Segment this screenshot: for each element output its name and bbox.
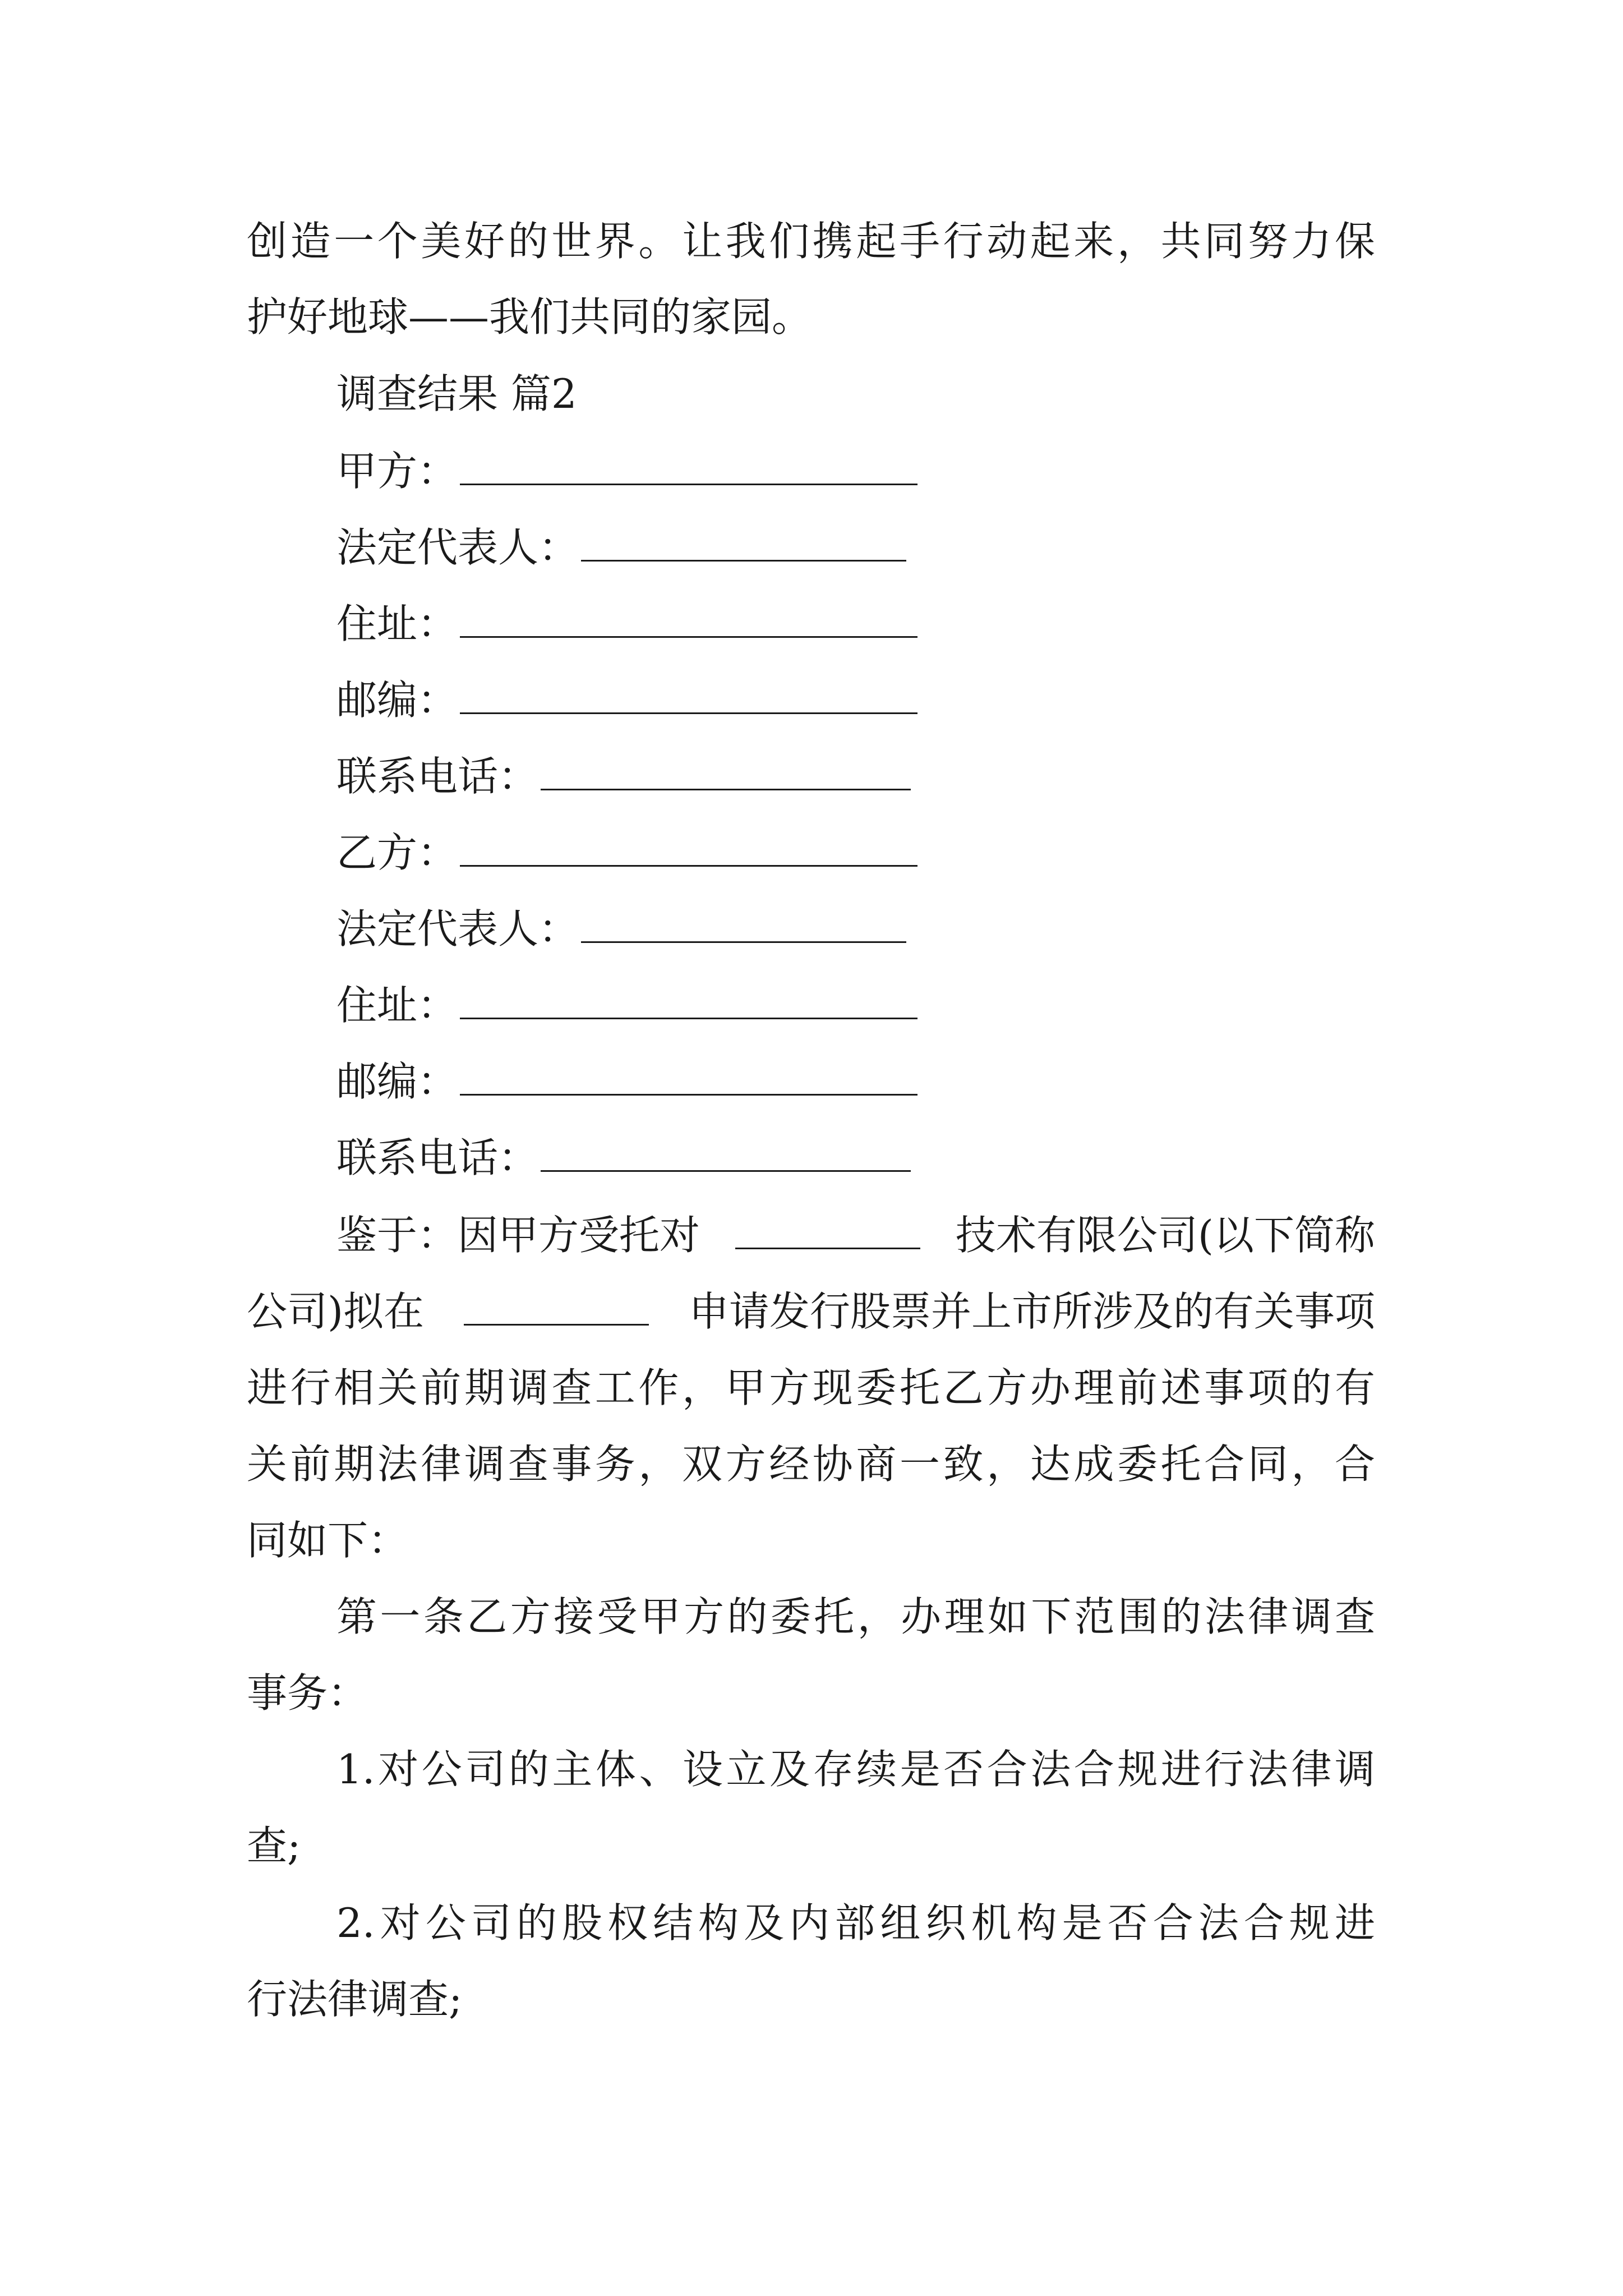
intro-line-2: 护好地球——我们共同的家园。 [247,293,813,341]
recital-l1-b: 技术有限公司(以下简称 [955,1212,1375,1259]
item-1-line-2: 查; [247,1822,301,1869]
item-2-line-2: 行法律调查; [247,1976,463,2023]
party-a-address-label: 住址： [336,600,458,647]
party-b-name-field [336,825,920,881]
item-1-line-1: 1.对公司的主体、设立及存续是否合法合规进行法律调 [336,1746,1375,1793]
party-b-phone-label: 联系电话： [336,1134,539,1181]
party-b-address-blank [460,977,917,1019]
party-a-rep-label: 法定代表人： [336,524,579,571]
article-1-line-1: 第一条乙方接受甲方的委托，办理如下范围的法律调查 [336,1593,1375,1640]
party-a-name-label: 甲方： [336,448,458,495]
article-1-line-2: 事务： [247,1669,368,1717]
party-a-phone-field [336,748,913,804]
recital-l2-b: 申请发行股票并上市所涉及的有关事项 [688,1288,1375,1335]
party-a-address-field [336,596,920,652]
party-a-postcode-blank [460,672,917,714]
party-b-rep-blank [581,901,906,943]
party-a-rep-field [336,519,909,576]
company-name-blank [735,1207,920,1249]
party-b-name-label: 乙方： [336,829,458,876]
party-b-postcode-blank [460,1053,917,1096]
recital-line-1 [336,1207,1375,1263]
party-b-rep-label: 法定代表人： [336,905,579,953]
party-a-phone-blank [541,748,911,790]
recital-line-3: 进行相关前期调查工作，甲方现委托乙方办理前述事项的有 [247,1364,1375,1411]
section-heading: 调查结果 篇2 [336,370,577,417]
party-b-postcode-label: 邮编： [336,1058,458,1105]
party-a-rep-blank [581,519,906,562]
item-2-line-1: 2.对公司的股权结构及内部组织机构是否合法合规进 [336,1899,1375,1947]
intro-line-1: 创造一个美好的世界。让我们携起手行动起来，共同努力保 [247,218,1375,265]
listing-place-blank [464,1283,649,1326]
party-b-name-blank [460,825,917,867]
party-b-phone-field [336,1130,913,1186]
party-b-postcode-field [336,1053,920,1110]
party-a-postcode-label: 邮编： [336,677,458,724]
party-b-address-label: 住址： [336,982,458,1029]
party-a-name-blank [460,443,917,485]
party-a-phone-label: 联系电话： [336,753,539,800]
recital-line-4: 关前期法律调查事务，双方经协商一致，达成委托合同，合 [247,1441,1375,1488]
party-b-address-field [336,977,920,1033]
recital-l1-a: 鉴于：因甲方受托对 [336,1212,700,1259]
party-a-name-field [336,443,920,499]
recital-l2-a: 公司)拟在 [247,1288,425,1335]
party-a-postcode-field [336,672,920,728]
party-b-rep-field [336,901,909,957]
recital-line-2 [247,1283,1375,1340]
recital-line-5: 同如下： [247,1517,409,1564]
party-b-phone-blank [541,1130,911,1172]
party-a-address-blank [460,596,917,638]
